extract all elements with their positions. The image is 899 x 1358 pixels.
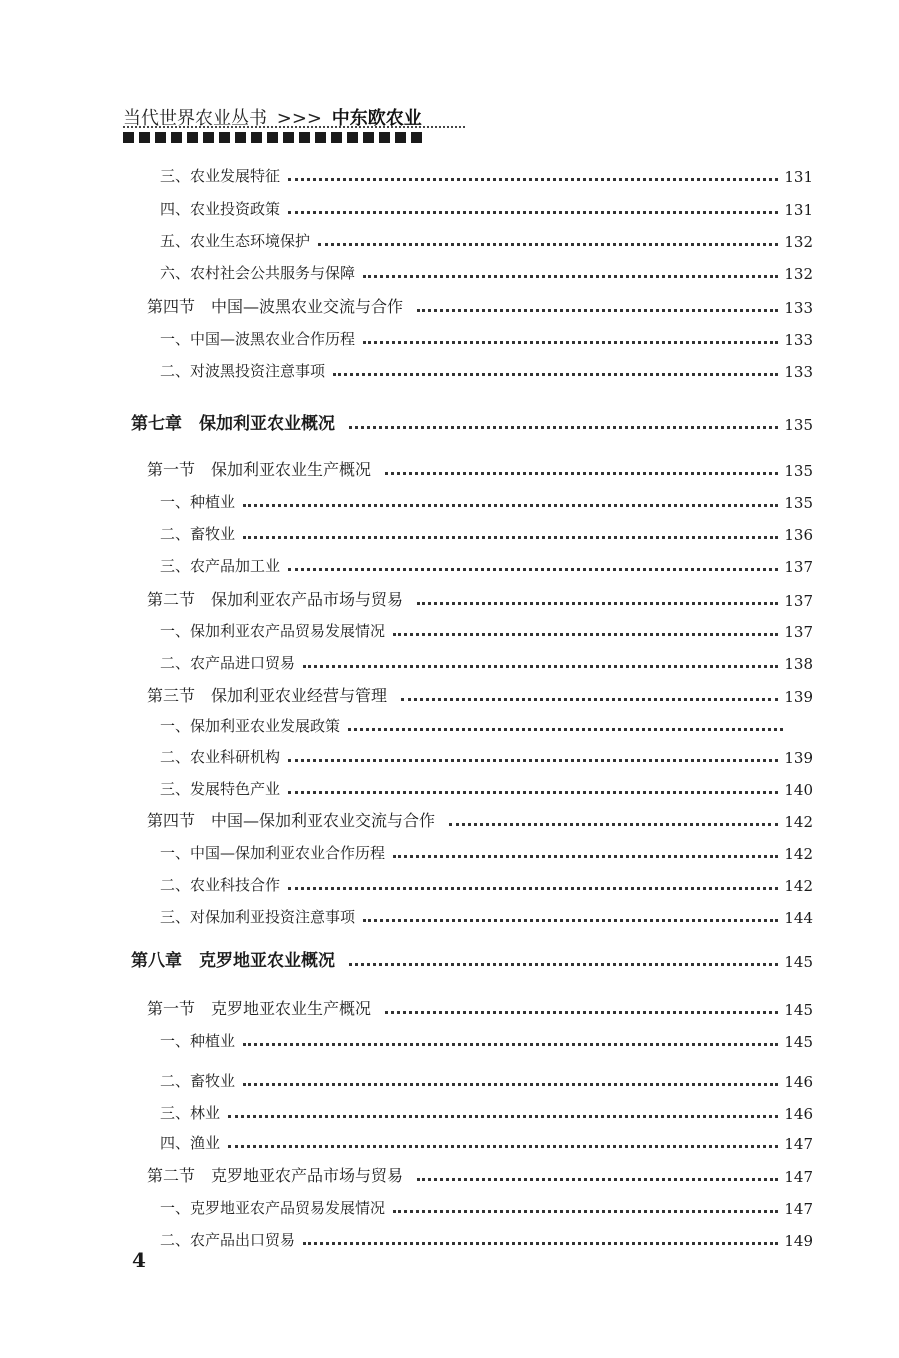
toc-leader-dots	[288, 178, 778, 181]
toc-page-number: 133	[784, 299, 813, 317]
toc-page-number: 137	[784, 592, 813, 610]
toc-leader-dots	[303, 665, 778, 668]
toc-entry-title: 第四节 中国—保加利亚农业交流与合作	[147, 811, 436, 830]
toc-leader-dots	[417, 1178, 778, 1181]
toc-entry-title: 第二节 克罗地亚农产品市场与贸易	[147, 1166, 404, 1185]
toc-leader-dots	[288, 887, 778, 890]
toc-entry-title: 一、种植业	[160, 1032, 236, 1050]
header-arrows: >>>	[276, 108, 322, 129]
toc-entry-title: 二、畜牧业	[160, 1072, 236, 1090]
toc-item	[160, 1194, 813, 1218]
toc-item	[160, 259, 813, 283]
toc-item	[160, 617, 813, 641]
toc-item	[160, 195, 813, 219]
toc-item	[160, 743, 813, 767]
toc-entry-title: 三、林业	[160, 1104, 221, 1122]
toc-item	[160, 1067, 813, 1091]
toc-entry-title: 三、农业发展特征	[160, 167, 281, 185]
toc-page-number: 135	[784, 462, 813, 480]
toc-leader-dots	[393, 633, 778, 636]
toc-entry-title: 二、对波黑投资注意事项	[160, 362, 326, 380]
toc-item	[160, 903, 813, 927]
toc-leader-dots	[228, 1145, 778, 1148]
page-number: 4	[132, 1248, 146, 1272]
toc-leader-dots	[385, 472, 778, 475]
toc-page-number: 138	[784, 655, 813, 673]
toc-leader-dots	[243, 536, 778, 539]
toc-entry-title: 四、农业投资政策	[160, 200, 281, 218]
toc-entry-title: 一、种植业	[160, 493, 236, 511]
toc-entry-title: 六、农村社会公共服务与保障	[160, 264, 356, 282]
toc-leader-dots	[363, 341, 778, 344]
toc-chapter	[131, 947, 813, 971]
toc-entry-title: 三、农产品加工业	[160, 557, 281, 575]
toc-page-number: 135	[784, 416, 813, 434]
toc-page-number: 145	[784, 1033, 813, 1051]
series-title: 当代世界农业丛书	[123, 108, 267, 129]
toc-leader-dots	[385, 1011, 778, 1014]
toc-item	[160, 649, 813, 673]
toc-entry-title: 四、渔业	[160, 1134, 221, 1152]
toc-item	[160, 357, 813, 381]
toc-page-number: 145	[784, 1001, 813, 1019]
toc-page-number: 131	[784, 168, 813, 186]
toc-entry-title: 三、对保加利亚投资注意事项	[160, 908, 356, 926]
toc-section	[147, 995, 813, 1019]
toc-leader-dots	[288, 211, 778, 214]
toc-section	[147, 586, 813, 610]
toc-item	[160, 871, 813, 895]
toc-entry-title: 第八章 克罗地亚农业概况	[131, 951, 335, 971]
toc-entry-title: 第四节 中国—波黑农业交流与合作	[147, 297, 404, 316]
toc-page-number: 145	[784, 953, 813, 971]
toc-entry-title: 二、农产品出口贸易	[160, 1231, 296, 1249]
toc-page-number: 139	[784, 749, 813, 767]
toc-chapter	[131, 410, 813, 434]
toc-item	[160, 488, 813, 512]
toc-leader-dots	[288, 791, 778, 794]
toc-entry-title: 二、农产品进口贸易	[160, 654, 296, 672]
toc-entry-title: 二、农业科研机构	[160, 748, 281, 766]
toc-leader-dots	[363, 275, 778, 278]
toc-section	[147, 456, 813, 480]
toc-entry-title: 二、农业科技合作	[160, 876, 281, 894]
toc-page-number: 144	[784, 909, 813, 927]
toc-page-number: 149	[784, 1232, 813, 1250]
toc-leader-dots	[417, 602, 778, 605]
toc-item	[160, 162, 813, 186]
toc-leader-dots	[288, 568, 778, 571]
toc-leader-dots	[401, 698, 778, 701]
toc-entry-title: 三、发展特色产业	[160, 780, 281, 798]
toc-page-number: 133	[784, 363, 813, 381]
toc-page-number: 142	[784, 845, 813, 863]
toc-section	[147, 682, 813, 706]
book-title: 中东欧农业	[331, 108, 422, 129]
toc-section	[147, 1162, 813, 1186]
toc-page-number: 142	[784, 877, 813, 895]
toc-leader-dots	[243, 1043, 778, 1046]
toc-page-number: 136	[784, 526, 813, 544]
toc-item	[160, 712, 813, 736]
toc-page-number: 137	[784, 623, 813, 641]
toc-entry-title: 一、保加利亚农产品贸易发展情况	[160, 622, 386, 640]
toc-page-number: 142	[784, 813, 813, 831]
toc-leader-dots	[318, 243, 778, 246]
toc-item	[160, 1129, 813, 1153]
toc-leader-dots	[303, 1242, 778, 1245]
toc-leader-dots	[393, 855, 778, 858]
toc-entry-title: 第二节 保加利亚农产品市场与贸易	[147, 590, 404, 609]
toc-leader-dots	[243, 504, 778, 507]
toc-item	[160, 775, 813, 799]
toc-entry-title: 第一节 保加利亚农业生产概况	[147, 460, 372, 479]
toc-item	[160, 552, 813, 576]
toc-section	[147, 807, 813, 831]
toc-page-number: 140	[784, 781, 813, 799]
toc-item	[160, 1226, 813, 1250]
toc-page-number: 137	[784, 558, 813, 576]
toc-page-number: 132	[784, 265, 813, 283]
toc-leader-dots	[393, 1210, 778, 1213]
toc-page-number: 146	[784, 1105, 813, 1123]
toc-page-number: 147	[784, 1135, 813, 1153]
toc-entry-title: 一、保加利亚农业发展政策	[160, 717, 341, 735]
toc-page-number: 139	[784, 688, 813, 706]
toc-entry-title: 第一节 克罗地亚农业生产概况	[147, 999, 372, 1018]
toc-page-number: 147	[784, 1168, 813, 1186]
toc-leader-dots	[288, 759, 778, 762]
toc-entry-title: 一、克罗地亚农产品贸易发展情况	[160, 1199, 386, 1217]
toc-leader-dots	[417, 309, 778, 312]
toc-section	[147, 293, 813, 317]
toc-leader-dots	[349, 426, 778, 429]
toc-item	[160, 1027, 813, 1051]
toc-item	[160, 520, 813, 544]
toc-entry-title: 一、中国—保加利亚农业合作历程	[160, 844, 386, 862]
toc-item	[160, 325, 813, 349]
toc-entry-title: 一、中国—波黑农业合作历程	[160, 330, 356, 348]
toc-page-number: 135	[784, 494, 813, 512]
toc-leader-dots	[228, 1115, 778, 1118]
toc-page-number: 133	[784, 331, 813, 349]
toc-page-number: 146	[784, 1073, 813, 1091]
toc-leader-dots	[449, 823, 778, 826]
toc-leader-dots	[333, 373, 778, 376]
toc-page-number: 147	[784, 1200, 813, 1218]
toc-entry-title: 二、畜牧业	[160, 525, 236, 543]
toc-entry-title: 第三节 保加利亚农业经营与管理	[147, 686, 388, 705]
toc-leader-dots	[363, 919, 778, 922]
toc-item	[160, 227, 813, 251]
toc-page-number: 131	[784, 201, 813, 219]
toc-item	[160, 1099, 813, 1123]
toc-page-number: 132	[784, 233, 813, 251]
toc-entry-title: 五、农业生态环境保护	[160, 232, 311, 250]
toc-entry-title: 第七章 保加利亚农业概况	[131, 414, 335, 434]
toc-leader-dots	[349, 963, 778, 966]
toc-leader-dots	[348, 728, 783, 731]
toc-leader-dots	[243, 1083, 778, 1086]
toc-item	[160, 839, 813, 863]
